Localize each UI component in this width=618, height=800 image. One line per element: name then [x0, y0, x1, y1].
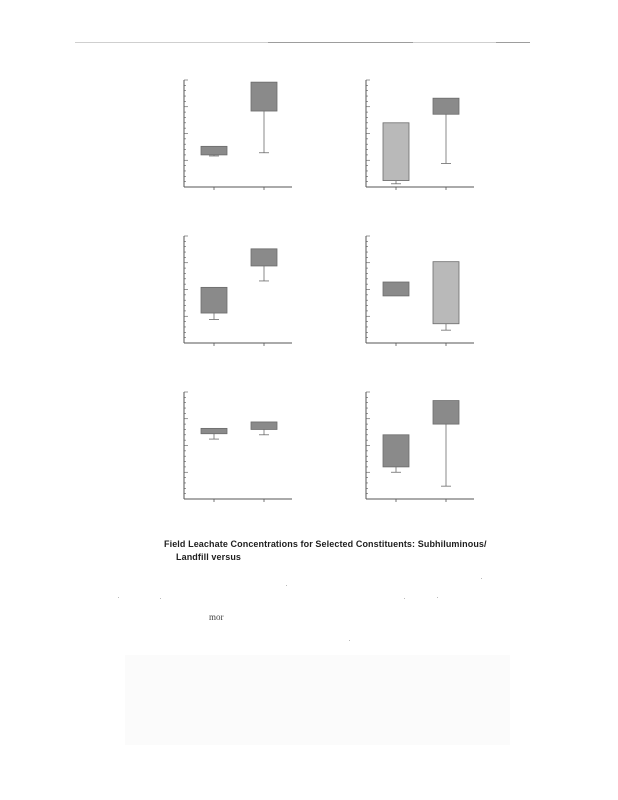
scan-speck	[286, 585, 287, 586]
scan-speck	[437, 597, 438, 598]
boxplot-panel-bottom-right	[354, 384, 494, 514]
scan-speck	[160, 598, 161, 599]
box	[383, 435, 409, 467]
boxplot-svg	[172, 72, 312, 202]
box	[433, 401, 459, 425]
faded-text-block	[125, 655, 510, 745]
boxplot-panel-top-left	[172, 72, 312, 202]
boxplot-svg	[354, 384, 494, 514]
header-rule-dark-segment-right	[496, 42, 530, 43]
boxplot-svg	[354, 72, 494, 202]
scan-speck	[404, 598, 405, 599]
figure-caption-line-2: Landfill versus	[176, 552, 242, 562]
box	[201, 428, 227, 433]
box	[433, 98, 459, 114]
boxplot-svg	[354, 228, 494, 358]
scan-speck	[481, 578, 482, 579]
boxplot-svg	[172, 228, 312, 358]
boxplot-panel-bottom-left	[172, 384, 312, 514]
figure-caption-line-1: Field Leachate Concentrations for Selected Constituents: Subhiluminous/	[164, 539, 487, 549]
figure-caption	[164, 538, 524, 564]
box	[251, 82, 277, 111]
box	[383, 282, 409, 296]
boxplot-panel-middle-left	[172, 228, 312, 358]
box	[251, 249, 277, 266]
box	[383, 123, 409, 181]
header-rule-dark-segment	[268, 42, 413, 43]
stray-text: mor	[209, 612, 224, 622]
scan-speck	[349, 640, 350, 641]
box	[201, 146, 227, 155]
boxplot-panel-middle-right	[354, 228, 494, 358]
box	[433, 262, 459, 324]
boxplot-svg	[172, 384, 312, 514]
box	[201, 287, 227, 313]
box	[251, 422, 277, 429]
boxplot-panel-top-right	[354, 72, 494, 202]
scan-speck	[118, 597, 119, 598]
